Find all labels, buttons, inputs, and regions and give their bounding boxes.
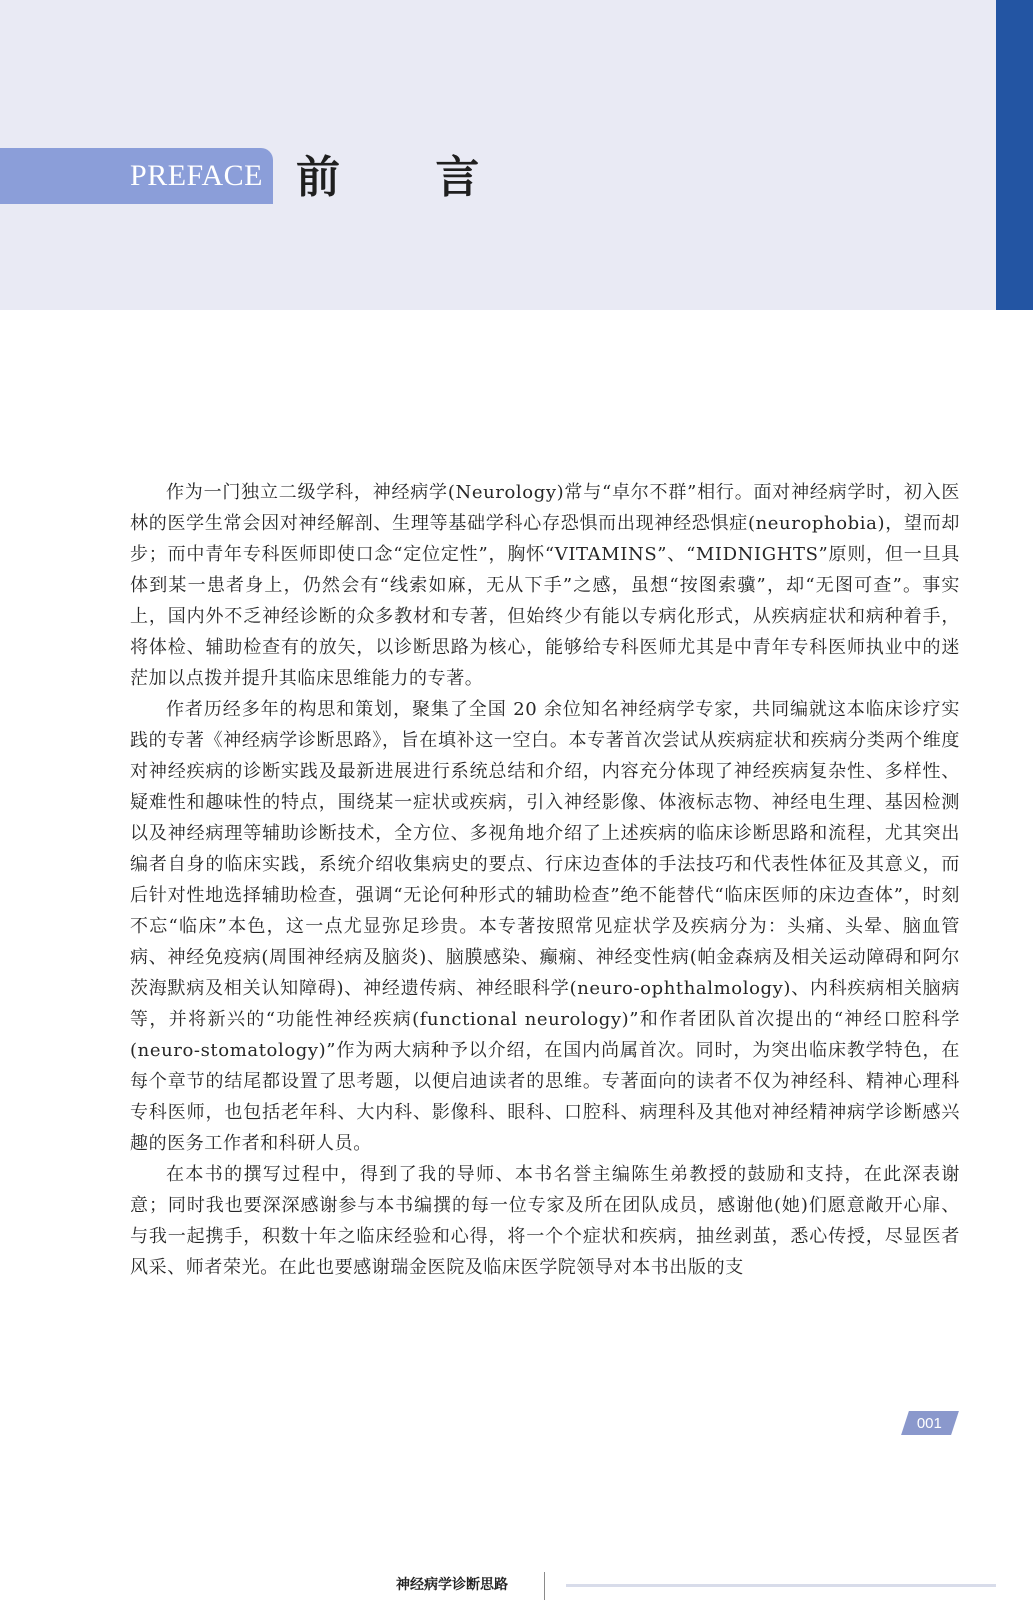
paragraph: 作者历经多年的构思和策划，聚集了全国 20 余位知名神经病学专家，共同编就这本临床诊疗实践的专著《神经病学诊断思路》，旨在填补这一空白。本专著首次尝试从疾病症状和疾病分类两个维度对神经疾病的诊断实践及最新进展进行系统总结和介绍，内容充分体现了神经疾病复杂性、多样性、疑难性和趣味性的特点，围绕某一症状或疾病，引入神经影像、体液标志物、神经电生理、基因检测以及神经病理等辅助诊断技术，全方位、多视角地介绍了上述疾病的临床诊断思路和流程，尤其突出编者自身的临床实践，系统介绍收集病史的要点、行床边查体的手法技巧和代表性体征及其意义，而后针对性地选择辅助检查，强调“无论何种形式的辅助检查”绝不能替代“临床医师的床边查体”，时刻不忘“临床”本色，这一点尤显弥足珍贵。本专著按照常见症状学及疾病分为：头痛、头晕、脑血管病、神经免疫病(周围神经病及脑炎)、脑膜感染、癫痫、神经变性病(帕金森病及相关运动障碍和阿尔茨海默病及相关认知障碍)、神经遗传病、神经眼科学(neuro-ophthalmology)、内科疾病相关脑病等，并将新兴的“功能性神经疾病(functional neurology)”和作者团队首次提出的“神经口腔科学(neuro-stomatology)”作为两大病种予以介绍，在国内尚属首次。同时，为突出临床教学特色，在每个章节的结尾都设置了思考题，以便启迪读者的思维。专著面向的读者不仅为神经科、精神心理科专科医师，也包括老年科、大内科、影像科、眼科、口腔科、病理科及其他对神经精神病学诊断感兴趣的医务工作者和科研人员。 bbox=[130, 699, 960, 1154]
footer-divider bbox=[544, 1572, 545, 1600]
paragraph: 作为一门独立二级学科，神经病学(Neurology)常与“卓尔不群”相行。面对神经病学时，初入医林的医学生常会因对神经解剖、生理等基础学科心存恐惧而出现神经恐惧症(neurophobia)，望而却步；而中青年专科医师即使口念“定位定性”，胸怀“VITAMINS”、“MIDNIGHTS”原则，但一旦具体到某一患者身上，仍然会有“线索如麻，无从下手”之感，虽想“按图索骥”，却“无图可查”。事实上，国内外不乏神经诊断的众多教材和专著，但始终少有能以专病化形式，从疾病症状和病种着手，将体检、辅助检查有的放矢，以诊断思路为核心，能够给专科医师尤其是中青年专科医师执业中的迷茫加以点拨并提升其临床思维能力的专著。 bbox=[130, 482, 960, 689]
footer-rule bbox=[566, 1584, 996, 1587]
page-number-tag bbox=[901, 1411, 959, 1435]
chapter-side-strip bbox=[996, 0, 1033, 310]
paragraph: 在本书的撰写过程中，得到了我的导师、本书名誉主编陈生弟教授的鼓励和支持，在此深表谢意；同时我也要深深感谢参与本书编撰的每一位专家及所在团队成员，感谢他(她)们愿意敞开心扉、与我一起携手，积数十年之临床经验和心得，将一个个症状和疾病，抽丝剥茧，悉心传授，尽显医者风采、师者荣光。在此也要感谢瑞金医院及临床医学院领导对本书出版的支 bbox=[130, 1164, 960, 1278]
page-number: 001 bbox=[917, 1414, 943, 1432]
preface-label: PREFACE bbox=[130, 159, 263, 192]
page-title: 前 言 bbox=[296, 152, 520, 203]
running-footer-title: 神经病学诊断思路 bbox=[396, 1577, 508, 1593]
body-text bbox=[130, 477, 960, 1283]
preface-tab bbox=[0, 148, 273, 204]
